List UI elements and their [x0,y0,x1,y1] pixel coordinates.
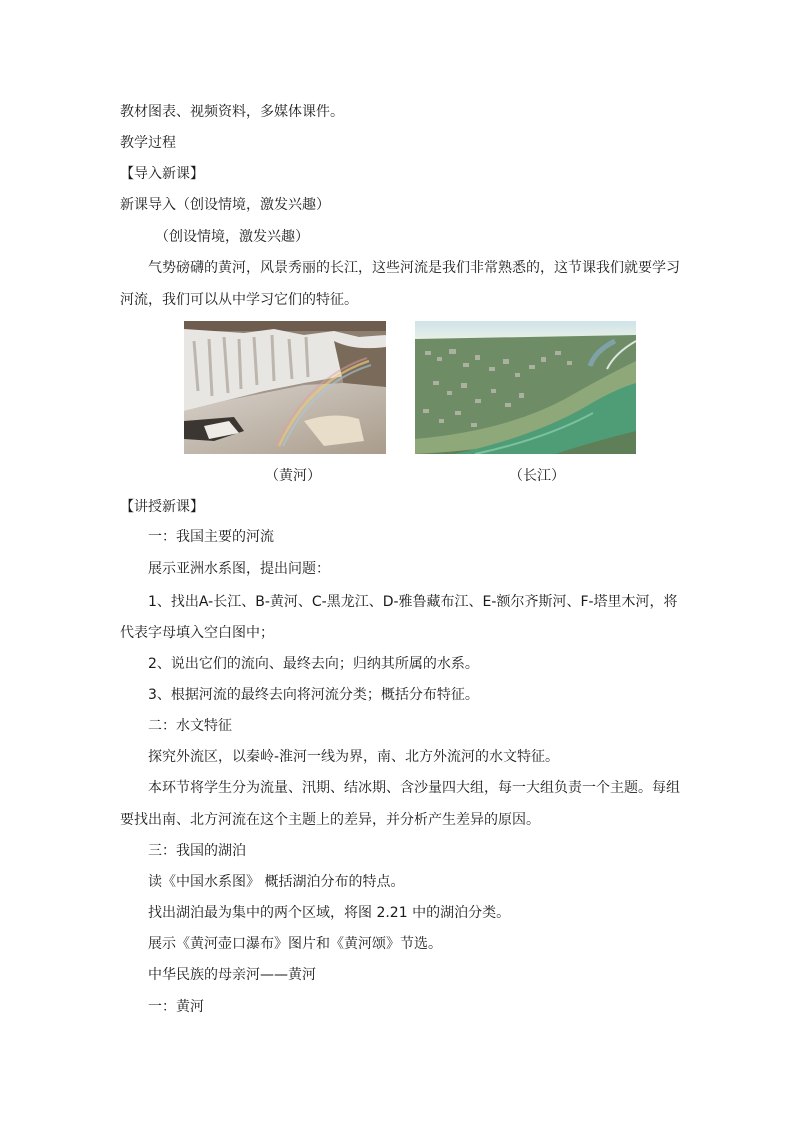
section-heading: 【讲授新课】 [120,499,204,515]
paragraph-line: 中华民族的母亲河——黄河 [148,967,316,983]
yangtze-river-aerial-photo-icon [415,321,636,454]
paragraph-line: 读《中国水系图》 概括湖泊分布的特点。 [148,874,405,890]
yellow-river-waterfall-photo-icon [184,321,386,454]
list-item: 2、说出它们的流向、最终去向；归纳其所属的水系。 [148,656,479,672]
paragraph-line: 要找出南、北方河流在这个主题上的差异，并分析产生差异的原因。 [120,812,540,828]
subheading: 三：我国的湖泊 [148,843,246,859]
paragraph-line: 探究外流区，以秦岭-淮河一线为界，南、北方外流河的水文特征。 [148,749,560,765]
list-item: 代表字母填入空白图中； [120,625,274,641]
paragraph-line: 本环节将学生分为流量、汛期、结冰期、含沙量四大组，每一大组负责一个主题。每组 [148,780,680,796]
paragraph-line: 展示亚洲水系图，提出问题： [148,561,330,577]
list-item: 3、根据河流的最终去向将河流分类；概括分布特征。 [148,687,479,703]
paragraph-line: （创设情境，激发兴趣） [155,229,309,245]
subheading: 一：黄河 [148,999,204,1015]
list-item: 1、找出A-长江、B-黄河、C-黑龙江、D-雅鲁藏布江、E-额尔齐斯河、F-塔里木河，将 [148,594,678,610]
subheading: 二：水文特征 [148,718,232,734]
yangtze-river-caption: （长江） [509,468,565,484]
yellow-river-photo [184,321,386,454]
section-heading: 教学过程 [120,135,176,151]
yangtze-river-photo [415,321,636,454]
section-heading: 【导入新课】 [120,166,204,182]
paragraph-line: 展示《黄河壶口瀑布》图片和《黄河颂》节选。 [148,936,442,952]
subheading: 一：我国主要的河流 [148,529,274,545]
paragraph-line: 河流，我们可以从中学习它们的特征。 [120,292,358,308]
materials-line: 教材图表、视频资料，多媒体课件。 [120,104,344,120]
paragraph-line: 新课导入（创设情境，激发兴趣） [120,197,330,213]
paragraph-line: 气势磅礴的黄河，风景秀丽的长江，这些河流是我们非常熟悉的，这节课我们就要学习 [148,260,680,276]
paragraph-line: 找出湖泊最为集中的两个区域，将图 2.21 中的湖泊分类。 [148,905,511,921]
yellow-river-caption: （黄河） [265,468,321,484]
